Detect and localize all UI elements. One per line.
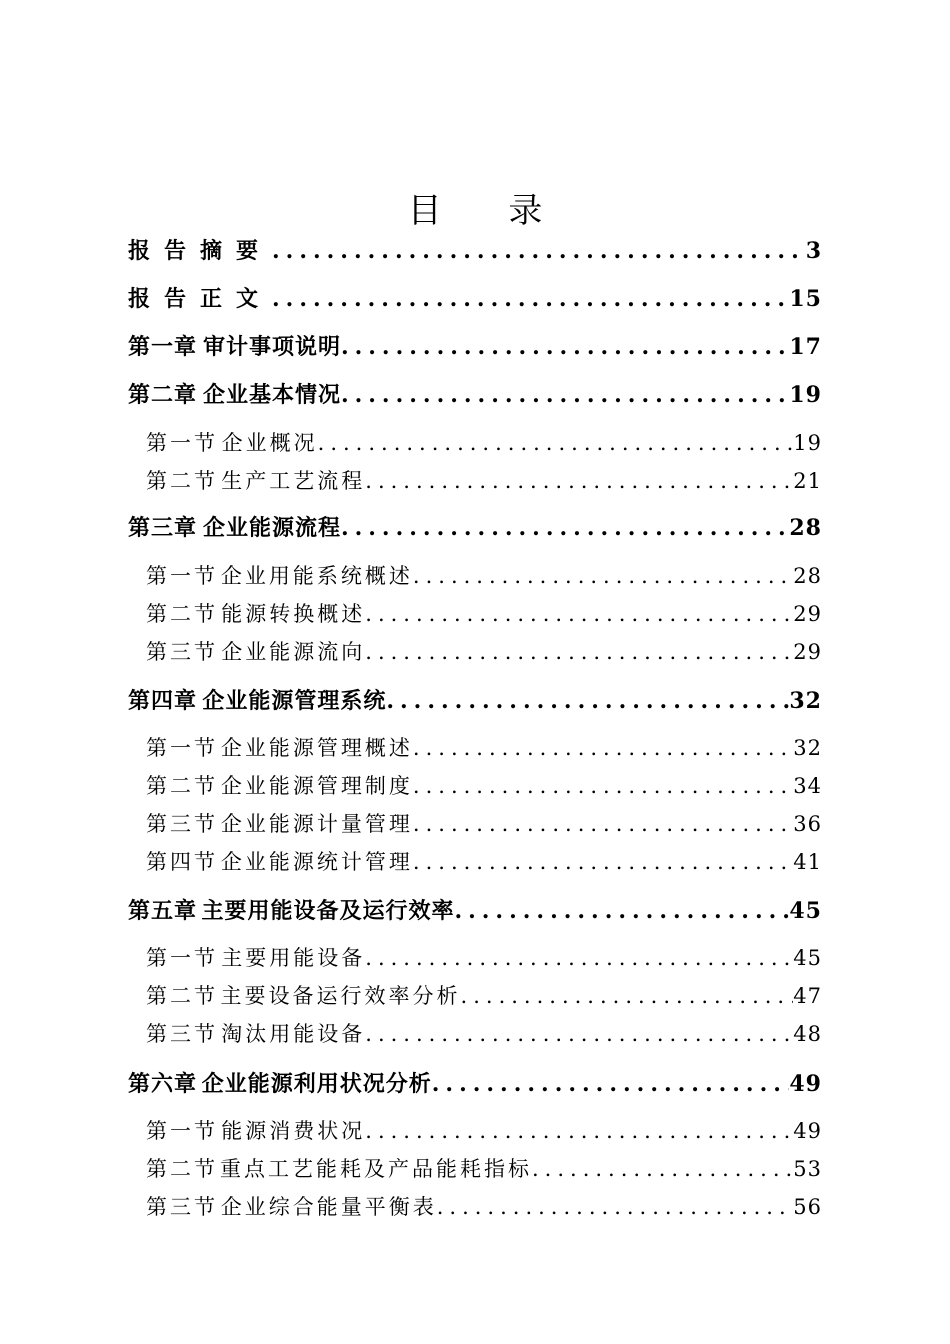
toc-entry-title: 企业能源管理系统 [202,688,387,714]
toc-entry-prefix: 第一章 [128,334,198,360]
toc-page-number: 45 [789,898,822,924]
toc-entry[interactable] [146,730,822,766]
toc-page-number: 28 [793,564,822,588]
dot-leader [413,730,793,766]
toc-entry-title: 企业能源流程 [202,515,341,541]
toc-entry-prefix: 第三节 [146,1195,218,1219]
toc-entry-prefix: 第六章 [128,1071,198,1097]
toc-entry-prefix: 第三章 [128,515,198,541]
toc-entry[interactable] [146,558,822,594]
toc-entry-title: 主要设备运行效率分析 [220,984,461,1008]
toc-entry-prefix: 报告摘要 [128,238,273,264]
toc-entry[interactable] [128,375,822,415]
toc-page-number: 17 [789,334,822,360]
toc-entry-title: 企业能源管理概述 [220,736,413,760]
toc-page-number: 29 [793,602,822,626]
dot-leader [365,596,793,632]
toc-entry-title: 企业能源计量管理 [220,812,413,836]
toc-page-number: 15 [789,286,822,312]
toc-page-number: 28 [789,515,822,541]
toc-entry[interactable] [146,806,822,842]
dot-leader [461,978,794,1014]
toc-entry[interactable] [128,327,822,367]
toc-entry-prefix: 第二节 [146,469,218,493]
toc-entry-prefix: 第一节 [146,1119,218,1143]
toc-page-number: 32 [793,736,822,760]
toc-entry[interactable] [128,279,822,319]
dot-leader [432,1064,790,1104]
toc-entry-title: 能源转换概述 [221,602,366,626]
toc-entry-title: 企业综合能量平衡表 [220,1195,437,1219]
toc-page-number: 19 [789,382,822,408]
toc-page-number: 48 [793,1022,822,1046]
toc-entry[interactable] [146,1016,822,1052]
toc-entry[interactable] [146,1113,822,1149]
dot-leader [272,279,789,319]
toc-entry-prefix: 第一节 [146,946,218,970]
toc-page-number: 49 [793,1119,822,1143]
toc-entry-title: 主要用能设备及运行效率 [201,898,455,924]
dot-leader [365,1016,793,1052]
dot-leader [386,681,789,721]
toc-page-number: 56 [793,1195,822,1219]
toc-entry-title: 淘汰用能设备 [221,1022,366,1046]
dot-leader [413,806,793,842]
toc-entry[interactable] [146,425,822,461]
toc-entry-prefix: 第二节 [146,1157,218,1181]
dot-leader [318,425,794,461]
toc-entry[interactable] [146,844,822,880]
toc-entry[interactable] [146,1189,822,1225]
dot-leader [365,940,793,976]
dot-leader [365,1113,793,1149]
toc-entry-prefix: 第三节 [146,812,218,836]
toc-page-number: 34 [793,774,822,798]
toc-entry-prefix: 第二节 [146,984,218,1008]
toc-entry-title: 企业基本情况 [202,382,341,408]
toc-entry[interactable] [146,596,822,632]
toc-entry[interactable] [146,940,822,976]
toc-page-number: 21 [793,469,822,493]
toc-entry-title: 主要用能设备 [221,946,366,970]
toc-entry[interactable] [128,508,822,548]
toc-entry-prefix: 第四节 [146,850,218,874]
toc-page-number: 45 [793,946,822,970]
toc-entry[interactable] [128,1064,822,1104]
toc-entry-prefix: 第一节 [146,564,218,588]
dot-leader [341,508,789,548]
dot-leader [413,558,793,594]
toc-entry-title: 重点工艺能耗及产品能耗指标 [220,1157,532,1181]
dot-leader [365,463,793,499]
toc-entry-prefix: 第三节 [146,640,218,664]
dot-leader [413,844,793,880]
toc-page-number: 49 [789,1071,822,1097]
toc-page-number: 53 [793,1157,822,1181]
toc-entry-title: 企业能源统计管理 [220,850,413,874]
toc-entry-title: 企业能源流向 [221,640,366,664]
toc-page-number: 41 [793,850,822,874]
toc-page-number: 3 [805,238,822,264]
toc-entry-title: 企业概况 [221,431,318,455]
toc-entry-title: 生产工艺流程 [221,469,366,493]
toc-entry-title: 企业能源管理制度 [220,774,413,798]
toc-entry[interactable] [128,891,822,931]
toc-page-number: 29 [793,640,822,664]
toc-page-number: 32 [789,688,822,714]
toc-entry-prefix: 第二节 [146,774,218,798]
toc-page-number: 19 [793,431,822,455]
toc-entry-title: 企业用能系统概述 [220,564,413,588]
toc-entry-title: 能源消费状况 [221,1119,366,1143]
toc-entry-prefix: 报告正文 [128,286,273,312]
toc-entry-title: 企业能源利用状况分析 [201,1071,432,1097]
dot-leader [532,1151,793,1187]
toc-entry-prefix: 第一节 [146,431,218,455]
toc-entry[interactable] [128,231,822,271]
dot-leader [365,634,793,670]
toc-title: 目 录 [407,191,571,231]
toc-entry-prefix: 第二节 [146,602,218,626]
toc-entry[interactable] [146,463,822,499]
toc-entry-prefix: 第三节 [146,1022,218,1046]
toc-entry[interactable] [146,1151,822,1187]
toc-entry[interactable] [146,768,822,804]
toc-entry-prefix: 第五章 [128,898,198,924]
toc-page-number: 36 [793,812,822,836]
dot-leader [272,231,806,271]
toc-entry-prefix: 第一节 [146,736,218,760]
dot-leader [413,768,793,804]
dot-leader [437,1189,794,1225]
dot-leader [341,327,789,367]
dot-leader [454,891,789,931]
toc-entry-prefix: 第二章 [128,382,198,408]
toc-entry[interactable] [146,978,822,1014]
dot-leader [341,375,789,415]
toc-entry[interactable] [128,681,822,721]
toc-entry-prefix: 第四章 [128,688,198,714]
toc-entry[interactable] [146,634,822,670]
toc-entry-title: 审计事项说明 [202,334,341,360]
toc-page-number: 47 [793,984,822,1008]
